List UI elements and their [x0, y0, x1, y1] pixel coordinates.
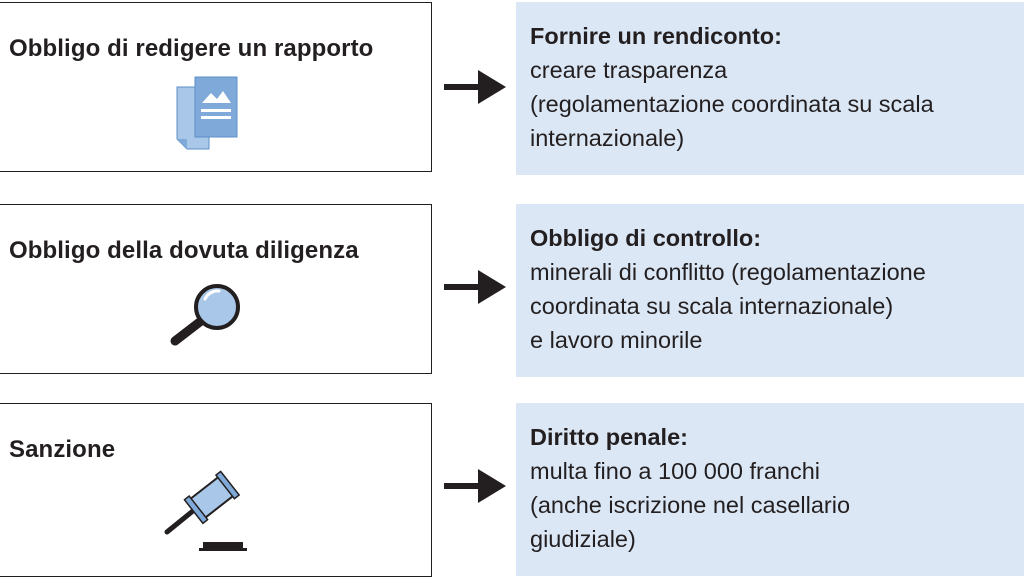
row-due-diligence — [0, 202, 1024, 376]
gavel-icon — [159, 470, 255, 556]
sanction-box — [0, 403, 432, 577]
description-line: giudiziale) — [530, 526, 636, 552]
sanction-description-box — [516, 403, 1024, 576]
reporting-obligation-box — [0, 2, 432, 172]
magnifying-glass-icon — [167, 283, 247, 349]
arrow-icon — [444, 467, 508, 507]
description-line: multa fino a 100 000 franchi — [530, 458, 821, 484]
arrow-icon — [444, 268, 508, 308]
description-line: minerali di conflitto (regolamentazione — [530, 259, 926, 285]
due-diligence-box — [0, 204, 432, 374]
description-line: (regolamentazione coordinata su scala — [530, 91, 934, 117]
due-diligence-description-box — [516, 204, 1024, 377]
row-reporting — [0, 0, 1024, 178]
description-line: coordinata su scala internazionale) — [530, 293, 894, 319]
description-line: (anche iscrizione nel casellario — [530, 492, 851, 518]
description-line: e lavoro minorile — [530, 327, 703, 353]
reporting-description-box — [516, 2, 1024, 175]
due-diligence-title: Obbligo della dovuta diligenza — [9, 237, 359, 264]
description-line: creare trasparenza — [530, 57, 728, 83]
row-sanction — [0, 401, 1024, 576]
sanction-description-title: Diritto penale: — [530, 424, 688, 450]
sanction-title: Sanzione — [9, 436, 116, 463]
document-icon — [173, 75, 241, 155]
reporting-obligation-title: Obbligo di redigere un rapporto — [9, 35, 374, 62]
due-diligence-description-title: Obbligo di controllo: — [530, 225, 762, 251]
reporting-description-title: Fornire un rendiconto: — [530, 23, 782, 49]
description-line: internazionale) — [530, 125, 685, 151]
arrow-icon — [444, 68, 508, 108]
